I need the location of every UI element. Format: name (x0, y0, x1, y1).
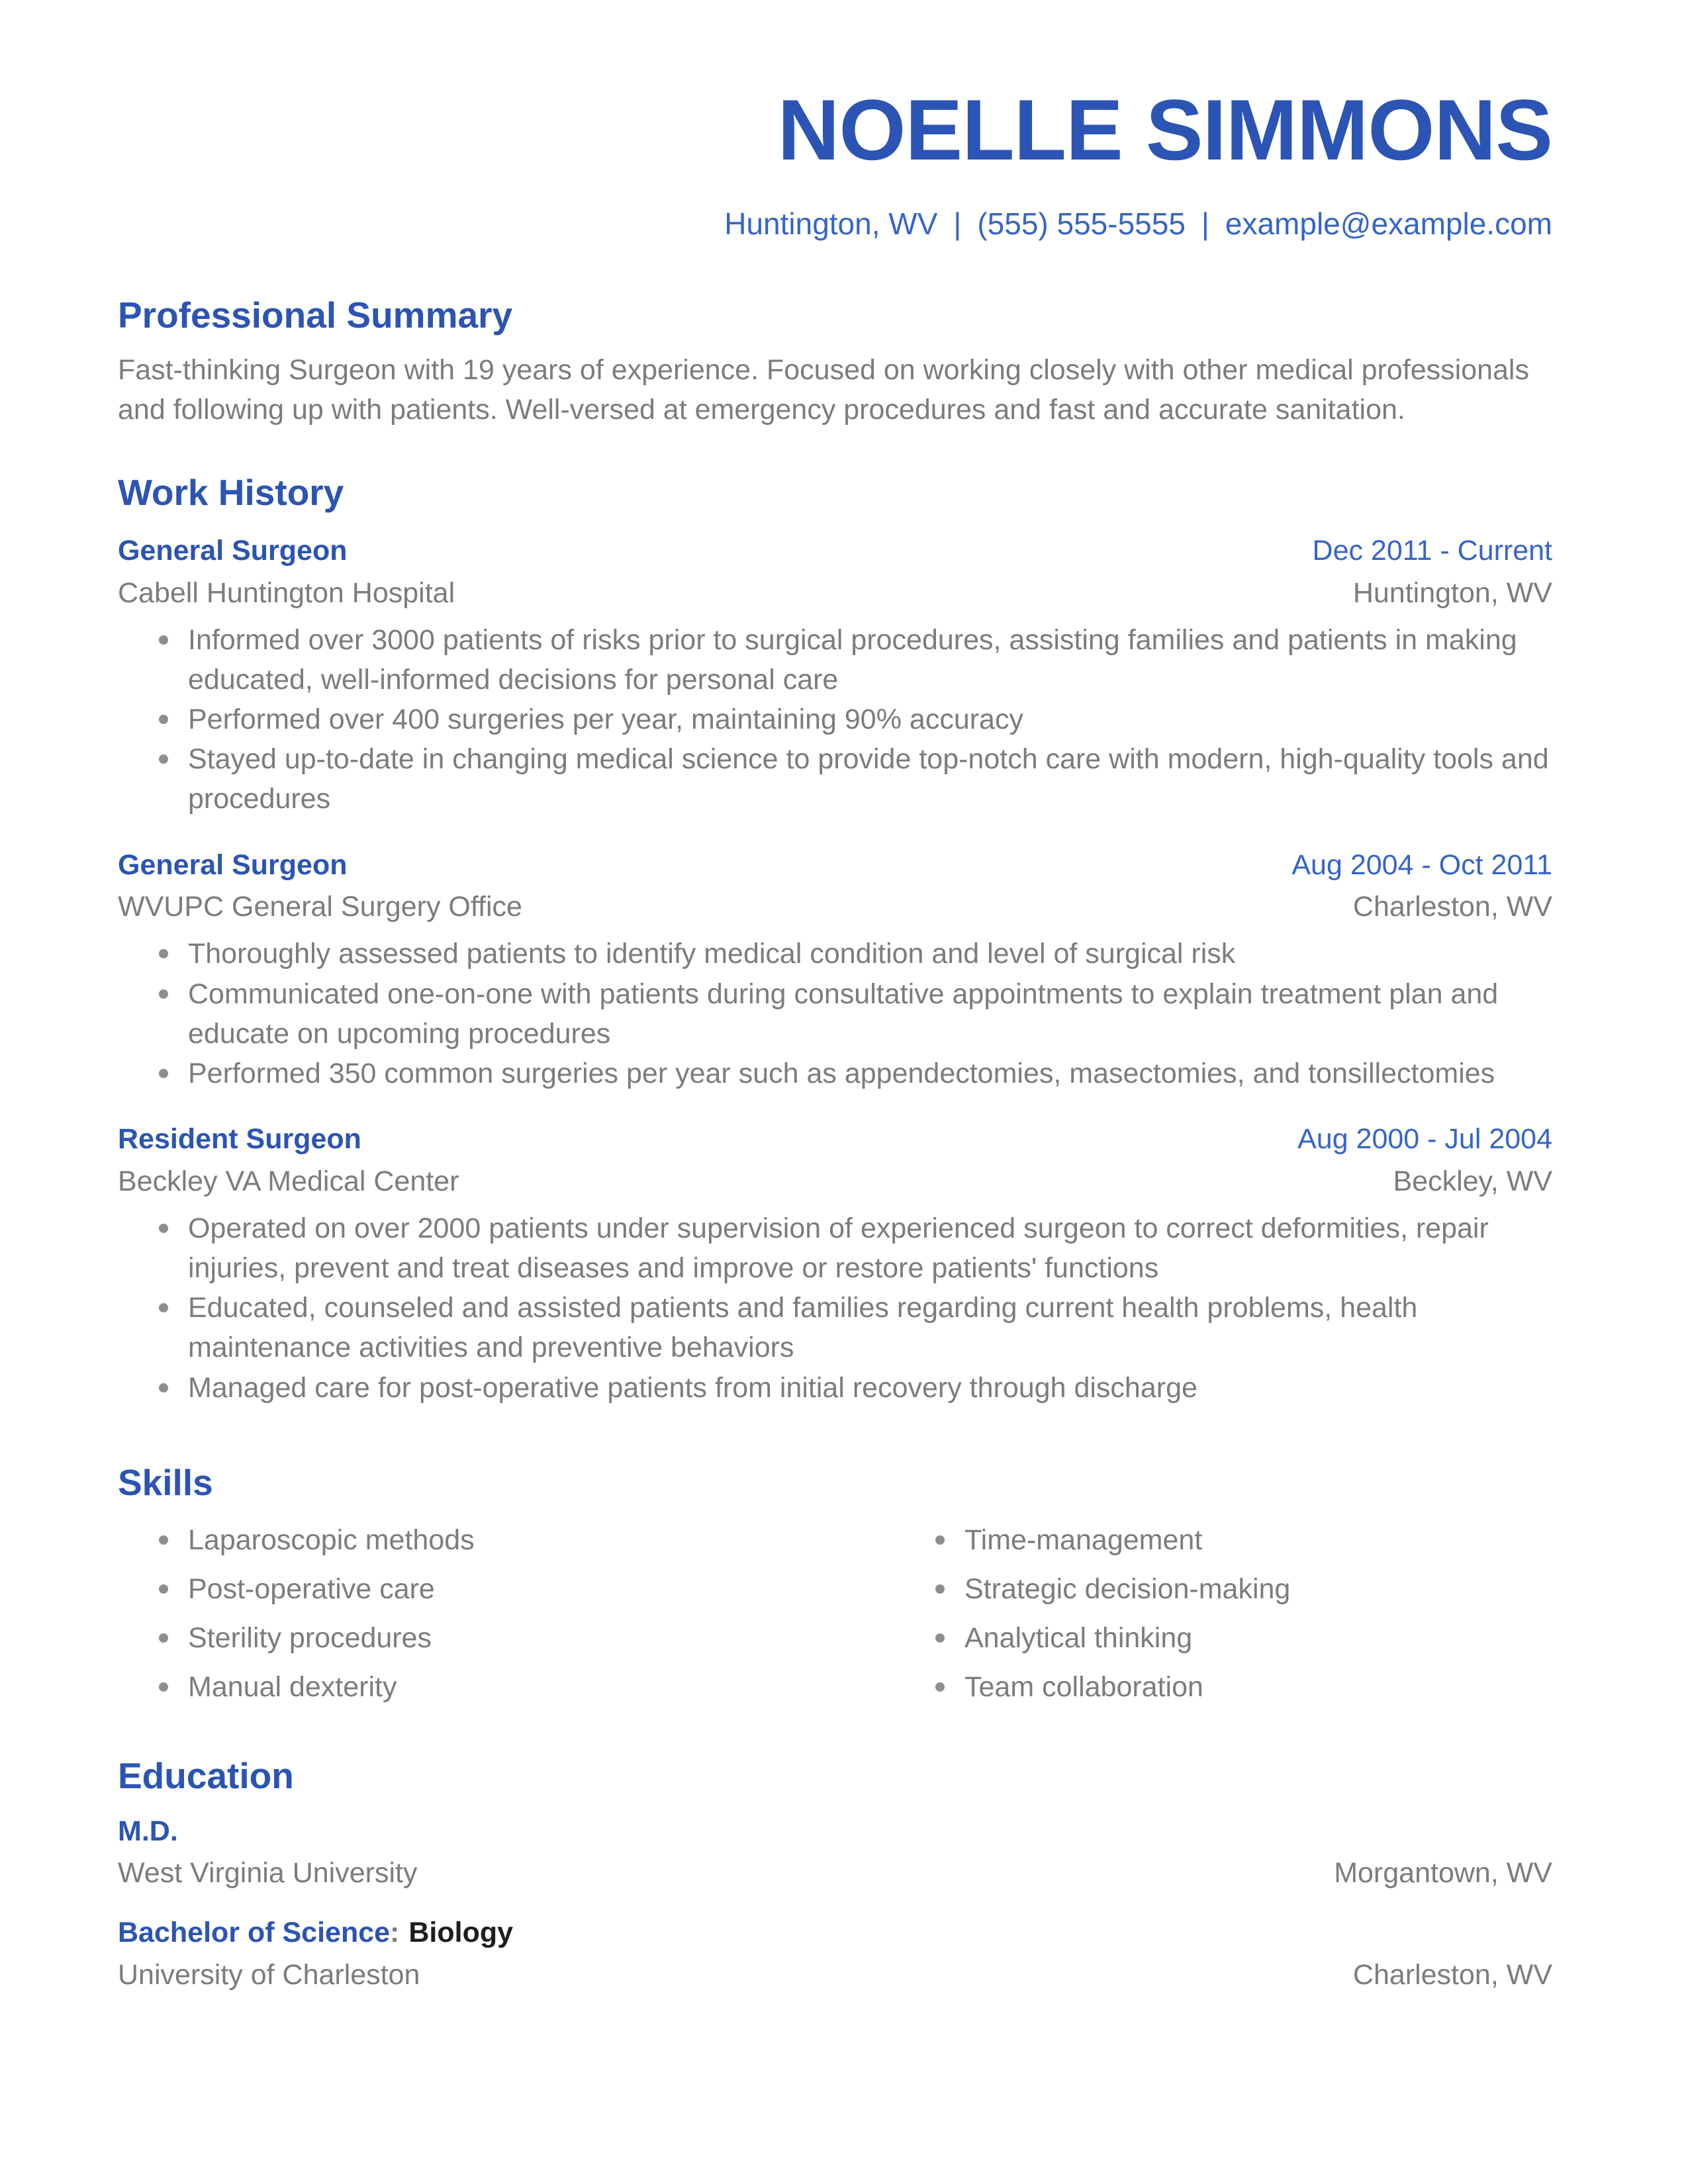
job-bullet-list (118, 620, 1552, 819)
skills-column-left (118, 1520, 894, 1717)
job-dates: Aug 2000 - Jul 2004 (1297, 1123, 1552, 1156)
job-location: Beckley, WV (1393, 1165, 1552, 1198)
degree-field: Biology (408, 1917, 514, 1949)
bullet-icon (935, 1682, 945, 1692)
bullet-icon (159, 1584, 168, 1594)
job-entry (118, 533, 1552, 819)
skill-item (935, 1569, 1552, 1609)
summary-heading: Professional Summary (118, 294, 513, 336)
work-history-heading: Work History (118, 471, 344, 513)
skills-columns (118, 1520, 1552, 1717)
job-bullet-list (118, 1208, 1552, 1408)
school-location: Morgantown, WV (1334, 1857, 1552, 1889)
job-bullet (159, 1288, 1552, 1367)
education-heading: Education (118, 1754, 294, 1796)
education-entry (118, 1813, 1552, 1893)
school-name: West Virginia University (118, 1857, 418, 1889)
skill-text: Analytical thinking (964, 1622, 1193, 1655)
job-head (118, 1121, 1552, 1158)
job-bullet-text: Thoroughly assessed patients to identify medical condition and level of surgical risk (188, 938, 1236, 970)
job-head (118, 533, 1552, 570)
work-history-section (118, 471, 1552, 1408)
job-bullet (159, 1054, 1552, 1093)
job-bullet-text: Performed 350 common surgeries per year such as appendectomies, masectomies, and tonsillectomies (188, 1057, 1495, 1089)
job-bullet (159, 1208, 1552, 1288)
pipe-separator: | (1201, 206, 1209, 241)
job-bullet (159, 700, 1552, 739)
contact-phone: (555) 555-5555 (977, 206, 1186, 241)
job-entry (118, 847, 1552, 1094)
job-title: General Surgeon (118, 534, 348, 567)
bullet-icon (935, 1584, 945, 1594)
bullet-icon (159, 754, 168, 764)
job-entry (118, 1121, 1552, 1408)
job-company: Beckley VA Medical Center (118, 1165, 459, 1198)
job-bullet-text: Communicated one-on-one with patients during consultative appointments to explain treatment plan and educate on upcoming procedures (188, 978, 1499, 1050)
bullet-icon (159, 1069, 168, 1078)
degree-name: Bachelor of Science (118, 1917, 391, 1949)
job-dates: Dec 2011 - Current (1312, 534, 1552, 567)
professional-summary-section (118, 293, 1552, 430)
skill-item (159, 1618, 894, 1658)
skill-item (159, 1667, 894, 1707)
header (118, 81, 1552, 242)
education-section (118, 1754, 1552, 1995)
school-location: Charleston, WV (1352, 1959, 1552, 1991)
school-line (118, 1957, 1552, 1994)
bullet-icon (159, 1682, 168, 1692)
school-line (118, 1855, 1552, 1892)
job-bullet-text: Performed over 400 surgeries per year, maintaining 90% accuracy (188, 704, 1023, 736)
degree-line (118, 1915, 1552, 1952)
bullet-icon (159, 1535, 168, 1545)
job-bullet (159, 934, 1552, 974)
job-bullet-text: Operated on over 2000 patients under supervision of experienced surgeon to correct deformities, repair injuries, prevent and treat diseases and improve or restore patients' functions (188, 1212, 1489, 1285)
skills-column-right (894, 1520, 1552, 1717)
job-bullet-text: Informed over 3000 patients of risks prior to surgical procedures, assisting families and patients in making educated, well-informed decisions for personal care (188, 623, 1517, 696)
skills-heading: Skills (118, 1461, 213, 1503)
job-title: Resident Surgeon (118, 1123, 361, 1156)
bullet-icon (159, 715, 168, 724)
skill-text: Manual dexterity (188, 1671, 397, 1704)
job-bullet (159, 739, 1552, 819)
summary-text: Fast-thinking Surgeon with 19 years of experience. Focused on working closely with other medical professionals and following up with patients. Well-versed at emergency procedures and fast and accurate sanitation. (118, 353, 1529, 426)
bullet-icon (159, 949, 168, 958)
bullet-icon (159, 989, 168, 999)
bullet-icon (159, 1383, 168, 1392)
skill-text: Team collaboration (964, 1671, 1203, 1704)
skill-item (935, 1618, 1552, 1658)
bullet-icon (159, 1633, 168, 1643)
contact-email[interactable]: example@example.com (1225, 206, 1552, 241)
job-bullet (159, 620, 1552, 700)
pipe-separator: | (953, 206, 962, 241)
job-bullet (159, 1368, 1552, 1408)
job-location: Charleston, WV (1352, 891, 1552, 923)
job-dates: Aug 2004 - Oct 2011 (1291, 848, 1552, 881)
skill-text: Strategic decision-making (964, 1573, 1291, 1606)
job-location: Huntington, WV (1352, 576, 1552, 609)
job-bullet-text: Stayed up-to-date in changing medical science to provide top-notch care with modern, high-quality tools and procedures (188, 743, 1549, 815)
skill-item (159, 1569, 894, 1609)
skill-text: Sterility procedures (188, 1622, 432, 1655)
school-name: University of Charleston (118, 1959, 420, 1991)
job-subhead (118, 889, 1552, 926)
skills-section (118, 1461, 1552, 1717)
job-subhead (118, 1163, 1552, 1201)
contact-location: Huntington, WV (724, 206, 938, 241)
education-entry (118, 1915, 1552, 1994)
contact-line (118, 206, 1552, 242)
skill-text: Post-operative care (188, 1573, 435, 1606)
job-title: General Surgeon (118, 848, 348, 881)
job-bullet-list (118, 934, 1552, 1093)
bullet-icon (159, 635, 168, 645)
skill-text: Time-management (964, 1524, 1203, 1556)
bullet-icon (935, 1535, 945, 1545)
job-bullet-text: Managed care for post-operative patients from initial recovery through discharge (188, 1371, 1197, 1404)
bullet-icon (159, 1303, 168, 1312)
skill-text: Laparoscopic methods (188, 1524, 475, 1556)
bullet-icon (159, 1224, 168, 1233)
job-subhead (118, 575, 1552, 612)
bullet-icon (935, 1633, 945, 1643)
job-company: Cabell Huntington Hospital (118, 576, 455, 609)
job-bullet-text: Educated, counseled and assisted patients and families regarding current health problems, health maintenance activities and preventive behaviors (188, 1292, 1418, 1364)
degree-name: M.D. (118, 1815, 178, 1847)
job-head (118, 847, 1552, 884)
job-bullet (159, 974, 1552, 1054)
skill-item (935, 1667, 1552, 1707)
skill-item (935, 1520, 1552, 1560)
candidate-name: NOELLE SIMMONS (777, 81, 1552, 178)
job-company: WVUPC General Surgery Office (118, 891, 522, 923)
degree-line (118, 1813, 1552, 1850)
degree-separator: : (390, 1917, 400, 1949)
skill-item (159, 1520, 894, 1560)
